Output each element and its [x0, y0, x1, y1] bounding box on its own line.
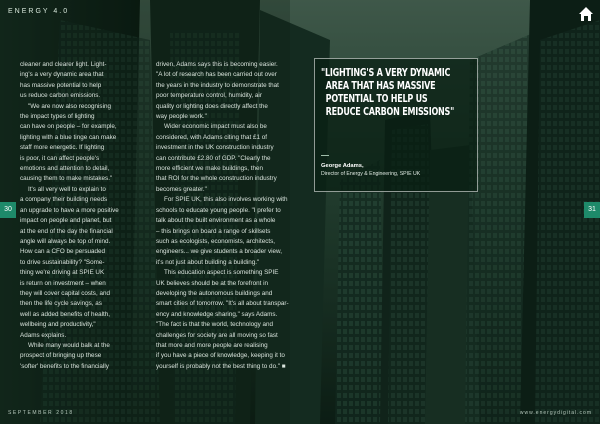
text-line: well as added benefits of health, — [20, 310, 110, 318]
text-line: How can a CFO be persuaded — [20, 248, 106, 256]
text-line: smart cities of tomorrow. "It's all about transpar- — [156, 300, 289, 308]
quote-author-name: George Adams, — [321, 163, 364, 169]
text-line: then the life cycle savings, as — [20, 300, 102, 308]
pull-quote-text — [321, 67, 455, 119]
issue-date: SEPTEMBER 2018 — [8, 410, 74, 416]
pull-quote-box — [314, 58, 478, 192]
text-line: prospect of bringing up these — [20, 352, 102, 360]
text-line: angle will always be top of mind. — [20, 237, 111, 245]
text-line: cleaner and clearer light. Light- — [20, 61, 107, 68]
text-line: talk about the built environment as a whole — [156, 217, 276, 225]
website-link[interactable]: www.energydigital.com — [519, 410, 592, 416]
text-line: emotions and attention to detail, — [20, 165, 110, 173]
text-line: to drive sustainability? "Some- — [20, 258, 105, 266]
quote-author-role: Director of Energy & Engineering, SPIE UK — [321, 171, 421, 177]
text-line: It's all very well to explain to — [28, 185, 106, 193]
text-line: thing we're driving at SPIE UK — [20, 269, 105, 277]
text-line: UK believes should be at the forefront in — [156, 279, 269, 287]
text-line: ing's a very dynamic area that — [20, 71, 104, 79]
text-line: if you have a piece of knowledge, keeping it to — [156, 352, 285, 360]
text-line: developing the autonomous buildings and — [156, 289, 273, 297]
text-line: can have on people – for example, — [20, 123, 117, 131]
text-line: This education aspect is something SPIE — [164, 269, 279, 277]
page-number-right: 31 — [584, 202, 600, 218]
text-line: impact on people and planet, but — [20, 217, 112, 225]
text-line: schools to educate young people. "I prefer to — [156, 206, 281, 214]
quote-line: POTENTIAL TO HELP US — [325, 93, 428, 105]
text-line: can contribute £2.80 of GDP. "Clearly the — [156, 154, 271, 162]
text-line: lighting with a blue tinge can make — [20, 133, 117, 141]
article-column-2 — [156, 60, 306, 372]
text-line: wellbeing and productivity," — [20, 321, 96, 329]
text-line: causing them to make mistakes." — [20, 175, 113, 183]
text-line: the impact types of lighting — [20, 113, 95, 121]
text-line: is poor, it can affect people's — [20, 154, 100, 162]
text-line: they will cover capital costs, and — [20, 289, 110, 297]
text-line: "A lot of research has been carried out over — [156, 71, 277, 79]
page-number-left: 30 — [0, 202, 16, 218]
quote-line: "LIGHTING'S A VERY DYNAMIC — [321, 67, 451, 79]
quote-line: AREA THAT HAS MASSIVE — [325, 80, 436, 92]
text-line: challenges for society are all moving so fast — [156, 331, 278, 339]
text-line: at the end of the day the financial — [20, 227, 113, 235]
text-line: such as ecologists, economists, architects, — [156, 237, 275, 245]
text-line: Wider economic impact must also be — [164, 123, 267, 131]
text-line: investment in the UK construction industry — [156, 144, 274, 152]
text-line: becomes greater." — [156, 185, 207, 193]
text-line: "The fact is that the world, technology and — [156, 321, 274, 329]
text-line: While many would balk at the — [28, 341, 110, 349]
text-line: poor temperature control, humidity, air — [156, 92, 262, 100]
text-line: considered, with Adams citing that £1 of — [156, 133, 267, 141]
text-line: yourself is probably not the best thing to do." ■ — [156, 362, 286, 370]
magazine-section-title: ENERGY 4.0 — [8, 8, 70, 15]
text-line: has massive potential to help — [20, 81, 102, 89]
home-icon[interactable] — [578, 6, 594, 22]
text-line: ency and knowledge sharing," says Adams. — [156, 310, 278, 318]
text-line: the years in the industry to demonstrate that — [156, 81, 279, 89]
text-line: more efficient we make buildings, then — [156, 165, 263, 173]
text-line: that ROI for the whole construction industry — [156, 175, 277, 183]
text-line: way people work." — [156, 113, 207, 121]
article-column-1 — [20, 60, 148, 372]
quote-line: REDUCE CARBON EMISSIONS" — [325, 106, 455, 118]
text-line: engineers... we give students a broader view, — [156, 248, 283, 256]
quote-divider — [321, 155, 329, 156]
text-line: staff more energetic. If lighting — [20, 144, 105, 152]
text-line: "We are now also recognising — [28, 102, 111, 110]
text-line: a company their building needs — [20, 196, 108, 204]
text-line: – this brings on board a range of skillsets — [156, 227, 271, 235]
text-line: driven, Adams says this is becoming easier. — [156, 61, 278, 68]
text-line: us reduce carbon emissions. — [20, 92, 101, 100]
text-line: it's not just about building a building." — [156, 258, 260, 266]
text-line: 'softer' benefits to the financially — [20, 362, 109, 370]
text-line: For SPIE UK, this also involves working with — [164, 196, 288, 204]
text-line: is return on investment – when — [20, 279, 106, 287]
text-line: quality or lighting does directly affect the — [156, 102, 268, 110]
text-line: Adams explains. — [20, 331, 67, 339]
text-line: that more and more people are realising — [156, 341, 268, 349]
text-line: an upgrade to have a more positive — [20, 206, 119, 214]
